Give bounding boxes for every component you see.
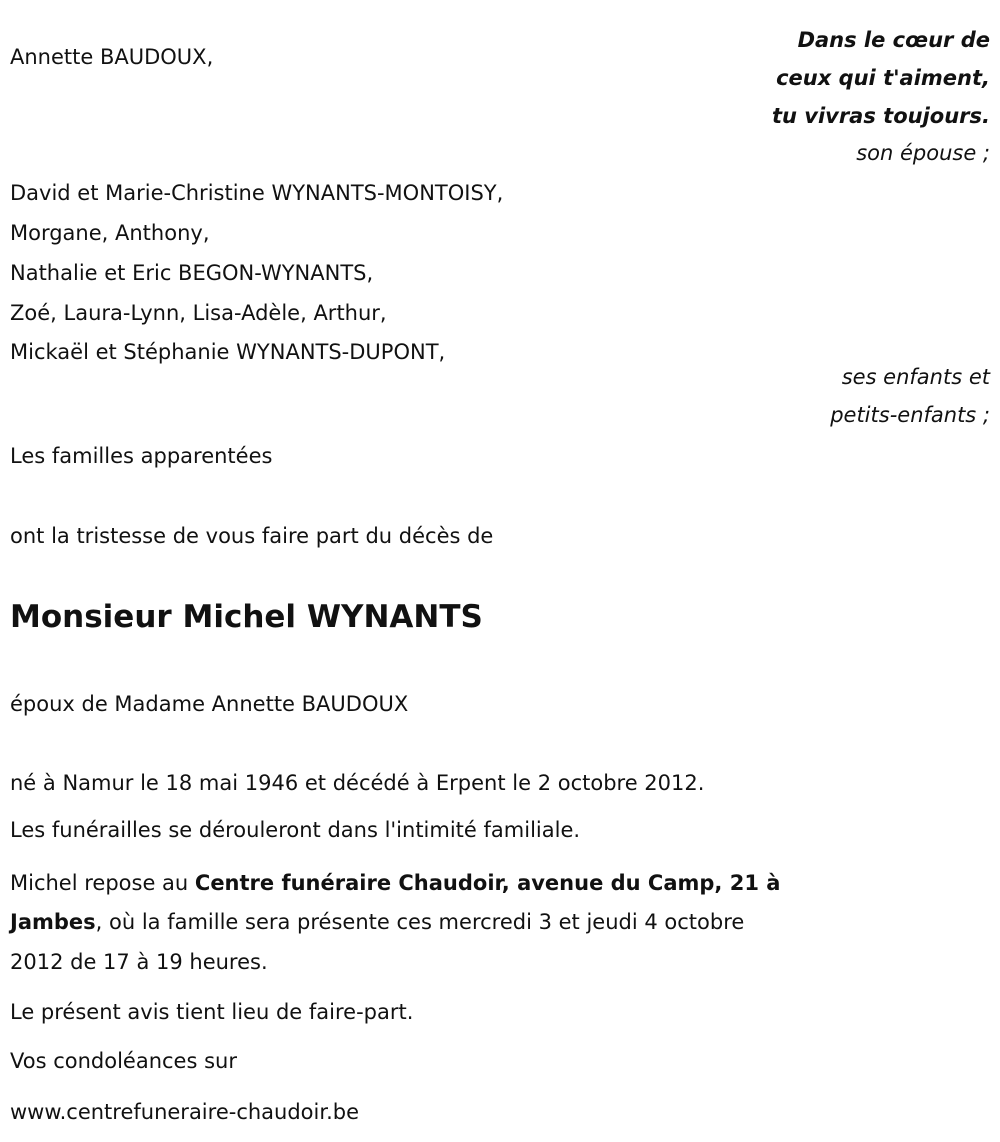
rest-suffix: , où la famille sera présente ces mercredi 3 et jeudi 4 octobre <box>95 910 745 934</box>
spouse-name: Annette BAUDOUX, <box>10 45 214 69</box>
announcement: ont la tristesse de vous faire part du décès de <box>10 524 494 548</box>
child-line: Zoé, Laura-Lynn, Lisa-Adèle, Arthur, <box>10 301 387 325</box>
spouse-role: son épouse ; <box>856 141 990 165</box>
child-line: Mickaël et Stéphanie WYNANTS-DUPONT, <box>10 340 446 364</box>
website-link[interactable]: www.centrefuneraire-chaudoir.be <box>10 1100 359 1124</box>
birth-death: né à Namur le 18 mai 1946 et décédé à Erpent le 2 octobre 2012. <box>10 771 705 795</box>
child-line: Morgane, Anthony, <box>10 221 210 245</box>
children-role-1: ses enfants et <box>841 365 990 389</box>
notice: Le présent avis tient lieu de faire-part. <box>10 1000 414 1024</box>
rest-place-city: Jambes <box>10 910 96 934</box>
rest-line-2 <box>10 909 744 935</box>
rest-line-3: 2012 de 17 à 19 heures. <box>10 950 268 974</box>
funeral-info: Les funérailles se dérouleront dans l'intimité familiale. <box>10 818 581 842</box>
condolences: Vos condoléances sur <box>10 1049 237 1073</box>
families-line: Les familles apparentées <box>10 444 273 468</box>
quote-line-1: Dans le cœur de <box>797 28 990 52</box>
deceased-name: Monsieur Michel WYNANTS <box>10 599 483 635</box>
child-line: David et Marie-Christine WYNANTS-MONTOISY, <box>10 181 504 205</box>
quote-line-3: tu vivras toujours. <box>771 104 990 128</box>
rest-place: Centre funéraire Chaudoir, avenue du Camp, 21 à <box>194 871 781 895</box>
quote-line-2: ceux qui t'aiment, <box>776 66 990 90</box>
child-line: Nathalie et Eric BEGON-WYNANTS, <box>10 261 374 285</box>
rest-line-1 <box>10 870 780 896</box>
rest-prefix: Michel repose au <box>10 871 195 895</box>
children-role-2: petits-enfants ; <box>830 403 990 427</box>
husband-of: époux de Madame Annette BAUDOUX <box>10 692 409 716</box>
